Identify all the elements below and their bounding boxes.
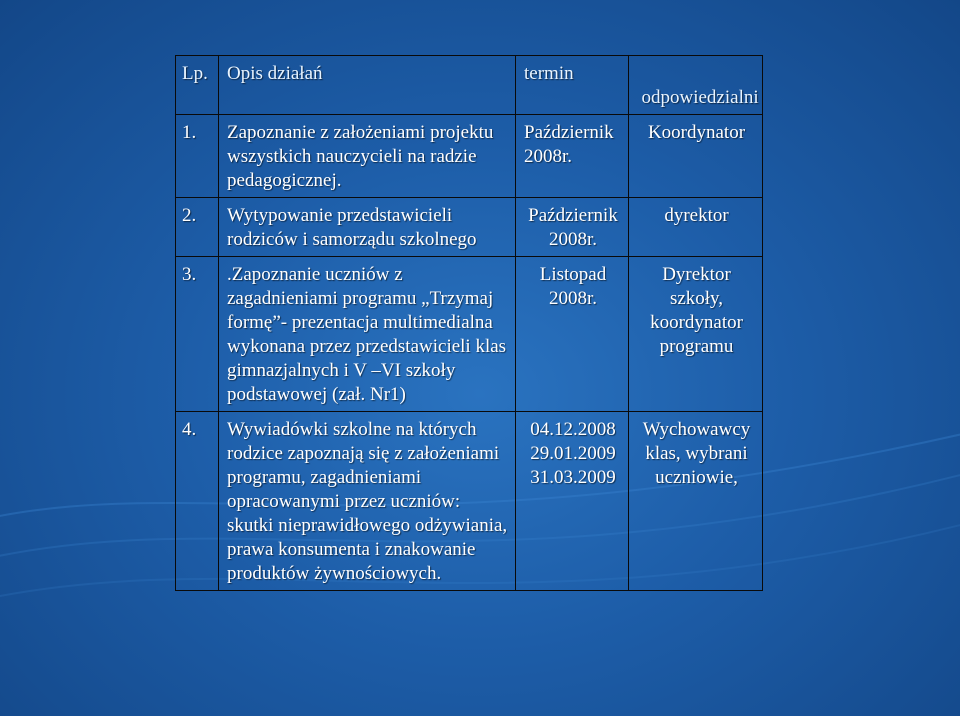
row-termin: Październik 2008r. [516,198,629,257]
header-lp: Lp. [176,56,219,115]
row-lp: 3. [176,257,219,412]
row-odpowiedzialni: dyrektor [629,198,763,257]
row-lp: 1. [176,115,219,198]
header-termin: termin [516,56,629,115]
table-row [176,198,763,257]
row-odpowiedzialni: Dyrektor szkoły, koordynator programu [629,257,763,412]
header-odpowiedzialni: odpowiedzialni [629,56,763,115]
row-termin: Listopad 2008r. [516,257,629,412]
row-termin: 04.12.2008 29.01.2009 31.03.2009 [516,412,629,591]
table-row [176,412,763,591]
row-odpowiedzialni: Koordynator [629,115,763,198]
table-header-row [176,56,763,115]
row-opis: .Zapoznanie uczniów z zagadnieniami programu „Trzymaj formę”- prezentacja multimedialna wykonana przez przedstawicieli klas gimnazjalnych i V –VI szkoły podstawowej (zał. Nr1) [219,257,516,412]
row-opis: Zapoznanie z założeniami projektu wszystkich nauczycieli na radzie pedagogicznej. [219,115,516,198]
action-plan-table [175,55,763,591]
row-opis: Wywiadówki szkolne na których rodzice zapoznają się z założeniami programu, zagadnieniami opracowanymi przez uczniów: skutki nieprawidłowego odżywiania, prawa konsumenta i znakowanie produktów żywnościowych. [219,412,516,591]
table-row [176,257,763,412]
row-odpowiedzialni: Wychowawcy klas, wybrani uczniowie, [629,412,763,591]
table-row [176,115,763,198]
row-lp: 4. [176,412,219,591]
row-lp: 2. [176,198,219,257]
row-opis: Wytypowanie przedstawicieli rodziców i samorządu szkolnego [219,198,516,257]
header-opis: Opis działań [219,56,516,115]
row-termin: Październik 2008r. [516,115,629,198]
